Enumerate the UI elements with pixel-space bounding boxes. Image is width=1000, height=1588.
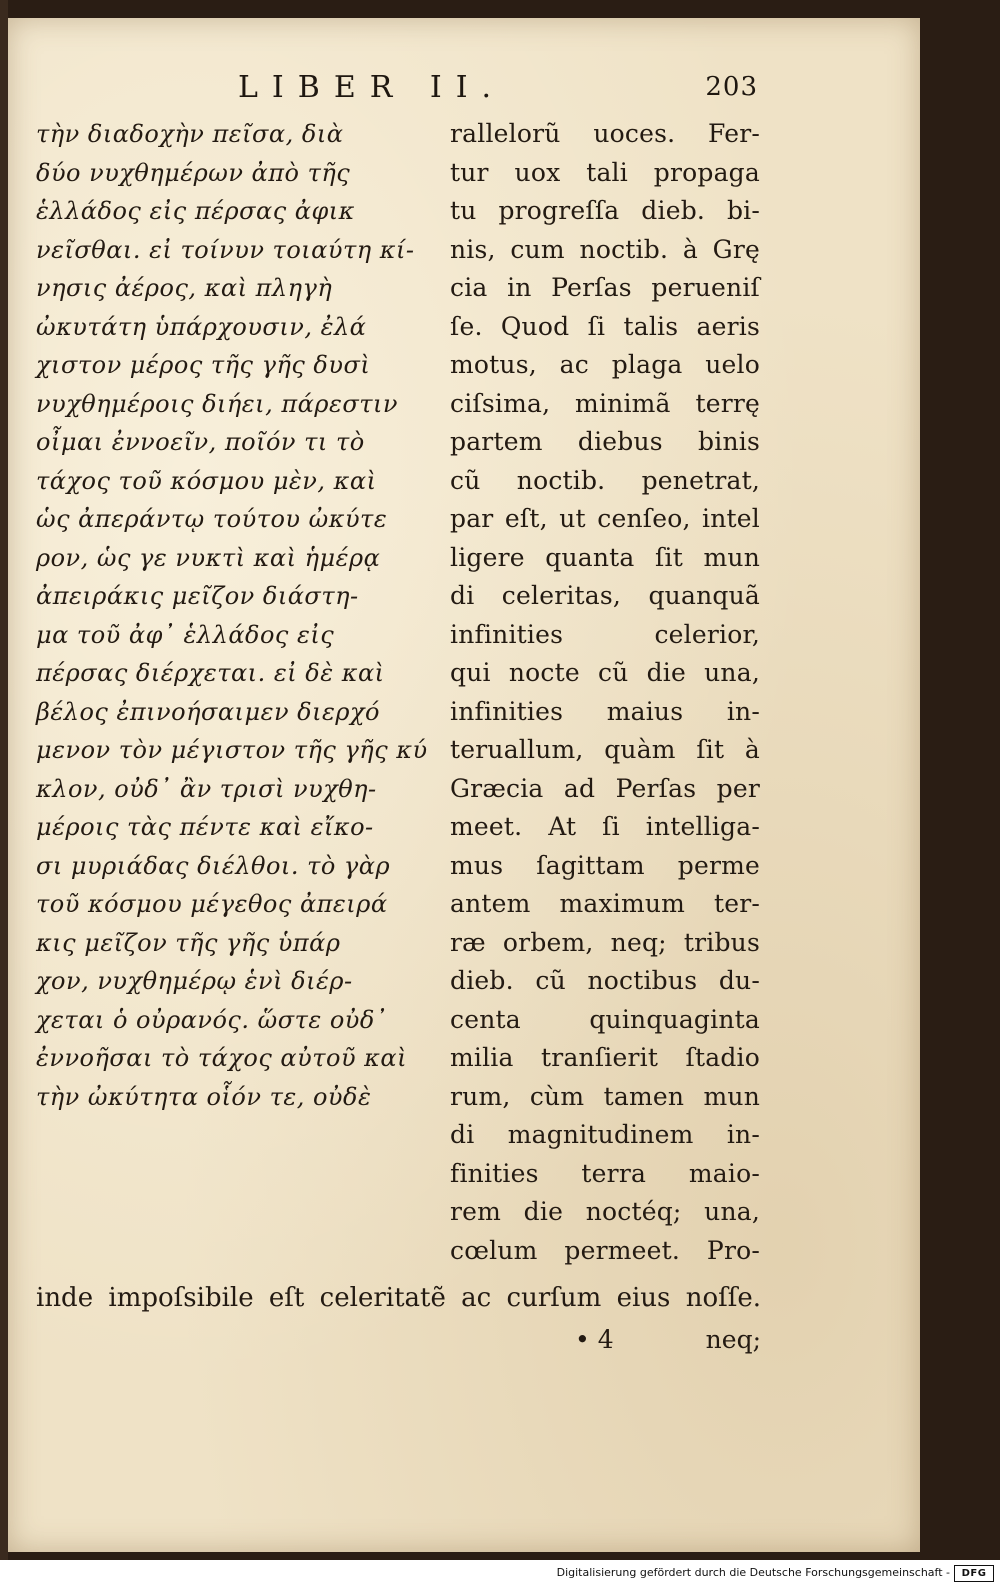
text-line: di magnitudinem in- — [450, 1120, 760, 1149]
text-line: ἐννοῆσαι τὸ τάχος αὐτοῦ καὶ — [36, 1044, 408, 1072]
text-line: cia in Perſas perueniſ — [450, 273, 760, 302]
text-line: δύο νυχθημέρων ἀπὸ τῆς — [36, 158, 351, 187]
text-line: di celeritas, quanquã — [450, 581, 760, 610]
text-line: motus, ac plaga uelo — [450, 350, 760, 379]
text-line: οἶμαι ἐννοεῖν, ποῖόν τι τὸ — [36, 428, 365, 456]
full-width-line: inde impoſsibile eſt celeritatẽ ac curſum eius noſſe. — [36, 1283, 761, 1313]
text-line: qui nocte cũ die una, — [450, 658, 760, 687]
text-line: rallelorũ uoces. Fer- — [450, 119, 760, 148]
text-line: cœlum permeet. Pro- — [450, 1235, 760, 1265]
text-line: dieb. cũ noctibus du- — [450, 966, 760, 995]
text-line: βέλος ἐπινοήσαιμεν διερχό — [36, 697, 380, 726]
text-line: ὡς ἀπεράντῳ τούτου ὠκύτε — [36, 505, 388, 533]
text-line: ſe. Quod ſi talis aeris — [450, 311, 760, 341]
text-line: infinities celerior, — [450, 619, 760, 649]
running-head: LIBER II. — [238, 70, 506, 105]
text-line: μέροις τὰς πέντε καὶ εἴκο- — [36, 813, 374, 841]
text-line: nis, cum noctib. à Grę — [450, 234, 760, 264]
text-line: rem die noctéq; una, — [450, 1197, 760, 1226]
text-line: τοῦ κόσμου μέγεθος ἀπειρά — [36, 890, 388, 918]
text-line: rum, cùm tamen mun — [450, 1081, 760, 1111]
text-line: χιστον μέρος τῆς γῆς δυσὶ — [36, 351, 371, 379]
folio-number: 203 — [705, 72, 758, 102]
text-line: antem maximum ter- — [450, 889, 760, 918]
text-line: ὠκυτάτη ὑπάρχουσιν, ἐλά — [36, 312, 367, 341]
text-line: κις μεῖζον τῆς γῆς ὑπάρ — [36, 928, 341, 957]
text-line: meet. At ſi intelliga- — [450, 812, 760, 841]
text-line: ἀπειράκις μεῖζον διάστη- — [36, 582, 359, 610]
text-line: πέρσας διέρχεται. εἰ δὲ καὶ — [36, 659, 385, 687]
text-line: χεται ὁ οὐρανός. ὥστε οὐδ᾽ — [36, 1005, 388, 1034]
text-line: teruallum, quàm ſit à — [450, 735, 760, 764]
catchword: neq; — [705, 1325, 761, 1354]
text-line: ræ orbem, neq; tribus — [450, 927, 760, 957]
page-header — [238, 70, 758, 110]
footer-credit: Digitalisierung gefördert durch die Deutsche Forschungsgemeinschaft - — [556, 1566, 950, 1579]
text-line: νησις ἀέρος, καὶ πληγὴ — [36, 274, 333, 302]
scan-edge — [0, 0, 8, 1560]
digitization-footer — [0, 1560, 1000, 1588]
text-line: cũ noctib. penetrat, — [450, 465, 760, 495]
text-line: κλον, οὐδ᾽ ἂν τρισὶ νυχθη- — [36, 774, 377, 803]
text-line: ciſsima, minimã terrę — [450, 388, 760, 418]
catchword-line — [575, 1320, 761, 1360]
text-line: μενον τὸν μέγιστον τῆς γῆς κύ — [36, 736, 428, 764]
text-line: τὴν διαδοχὴν πεῖσα, διὰ — [36, 120, 344, 148]
text-line: νυχθημέροις διήει, πάρεστιν — [36, 389, 398, 418]
greek-text-column — [36, 115, 436, 1116]
text-line: par eſt, ut cenſeo, intel — [450, 504, 760, 533]
text-line: νεῖσθαι. εἰ τοίνυν τοιαύτη κί- — [36, 235, 415, 264]
text-line: ligere quanta ſit mun — [450, 542, 760, 572]
text-line: ἑλλάδος εἰς πέρσας ἀφικ — [36, 197, 355, 225]
text-line: partem diebus binis — [450, 427, 760, 456]
text-line: centa quinquaginta — [450, 1004, 760, 1034]
text-line: μα τοῦ ἀφ᾽ ἑλλάδος εἰς — [36, 620, 335, 649]
text-line: infinities maius in- — [450, 696, 760, 726]
latin-text-column — [450, 115, 760, 1270]
text-line: σι μυριάδας διέλθοι. τὸ γὰρ — [36, 851, 391, 880]
text-line: ρον, ὡς γε νυκτὶ καὶ ἡμέρᾳ — [36, 543, 381, 572]
text-line: χον, νυχθημέρῳ ἑνὶ διέρ- — [36, 967, 353, 995]
signature-mark: • 4 — [575, 1325, 614, 1354]
text-line: Græcia ad Perſas per — [450, 773, 760, 803]
text-line: tur uox tali propaga — [450, 157, 760, 187]
text-line: τὴν ὠκύτητα οἷόν τε, οὐδὲ — [36, 1082, 372, 1111]
dfg-logo: DFG — [954, 1565, 994, 1582]
text-line: milia tranſierit ſtadio — [450, 1043, 760, 1072]
text-line: tu progreſſa dieb. bi- — [450, 196, 760, 225]
text-line: τάχος τοῦ κόσμου μὲν, καὶ — [36, 466, 377, 495]
text-line: mus ſagittam perme — [450, 850, 760, 880]
text-line: finities terra maio- — [450, 1158, 760, 1188]
